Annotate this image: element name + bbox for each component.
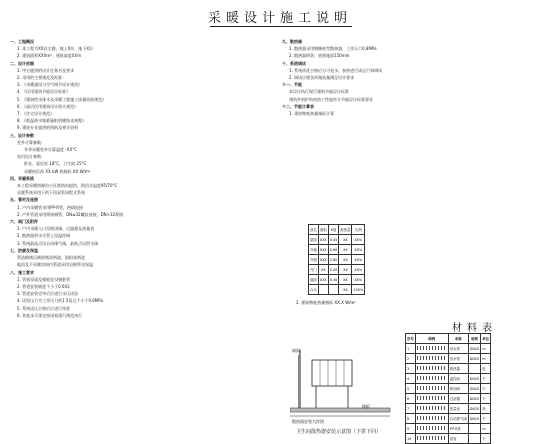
heat-loss-header: 比例 (352, 225, 365, 235)
material-cell: DN20 (468, 374, 480, 384)
material-cell: m (481, 424, 491, 434)
left-line: 6. 其他未尽事宜按国家现行规范执行 (17, 312, 83, 318)
heat-loss-header: 面积 (318, 225, 328, 235)
heat-loss-cell: XX% (352, 235, 365, 245)
heat-loss-cell: XX (318, 265, 328, 275)
legend-symbol (417, 356, 447, 360)
left-line: 室内设计参数： (17, 154, 45, 160)
heat-loss-cell: XX (339, 235, 352, 245)
heat-loss-cell: 2.80 (328, 255, 339, 265)
legend-symbol (417, 346, 447, 350)
heat-loss-cell: 0.45 (328, 235, 339, 245)
left-line: 3. 管道安装完毕后应进行水压试验 (17, 291, 79, 297)
left-line: 3. 《采暖通风与空气调节设计规范》 (17, 82, 83, 88)
material-cell: 组 (481, 364, 491, 374)
left-line: 采暖热负荷 XX kW 热指标 XX W/m² (24, 168, 91, 174)
heat-loss-cell: 0.30 (328, 275, 339, 285)
material-cell: 7 (406, 404, 416, 414)
material-header: 规格 (468, 334, 480, 344)
heat-loss-header: 耗热量 (339, 225, 352, 235)
material-row (406, 424, 491, 434)
material-row (406, 384, 491, 394)
left-line: 二、设计依据 (10, 60, 34, 66)
left-line: 五、管材及连接 (10, 197, 38, 203)
left-line: 5. 系统试压合格后应进行冲洗 (17, 305, 71, 311)
left-line: 六、阀门及附件 (10, 219, 38, 225)
material-cell (415, 434, 448, 444)
heat-loss-cell: XX% (352, 265, 365, 275)
heat-loss-cell: XX (339, 275, 352, 285)
left-line: 2. 户外管道采用焊接钢管，DN≤32螺纹连接，DN>32焊接 (17, 211, 124, 217)
left-line: 八、施工要求 (10, 269, 34, 275)
material-cell: 9 (406, 424, 416, 434)
material-cell (415, 364, 448, 374)
right-line: 1. 建筑物耗热量指标计算 (289, 111, 335, 117)
right-line: 1. 系统冲洗合格后方可充水、加热进行试运行和调试 (289, 67, 383, 73)
material-header: 序号 (406, 334, 416, 344)
heat-loss-row (309, 255, 365, 265)
left-line: 冬季采暖室外计算温度 -XX°C (24, 147, 77, 153)
left-line: 1. 本工程为XX住宅楼，地上X层，地下X层 (17, 46, 94, 52)
left-line: 四、采暖系统 (10, 175, 34, 181)
left-line: 1. 户内采暖入口设锁闭阀、过滤器及热量表 (17, 226, 95, 232)
material-cell: DN20 (468, 394, 480, 404)
heat-loss-cell: 地面 (309, 275, 319, 285)
material-cell: 温控阀 (448, 374, 468, 384)
material-cell (415, 404, 448, 414)
left-line: 七、防腐及保温 (10, 247, 38, 253)
left-line: 2. 散热器供水支管上设温控阀 (17, 233, 71, 239)
legend-symbol (417, 416, 447, 420)
heat-loss-cell: XX (339, 285, 352, 295)
material-row (406, 364, 491, 374)
material-cell (468, 424, 480, 434)
right-line: 十一、节能 (282, 82, 302, 88)
heat-loss-cell (318, 285, 328, 295)
legend-symbol (417, 406, 447, 410)
material-cell (415, 424, 448, 434)
material-row (406, 344, 491, 354)
material-table-title: 材料表 (452, 323, 497, 334)
left-line: 2. 建筑面积XXXm²，建筑高度XXm (17, 53, 82, 59)
material-cell: 10 (406, 434, 416, 444)
heat-loss-cell: 外墙 (309, 245, 319, 255)
material-cell: 自动排气阀 (448, 414, 468, 424)
radiator-detail-drawing (290, 350, 400, 430)
right-line: 建筑外围护结构热工性能符合节能设计标准要求 (289, 96, 373, 102)
heat-loss-cell: 100% (352, 285, 365, 295)
heat-loss-cell: 屋面 (309, 235, 319, 245)
heat-loss-header: 部位 (309, 225, 319, 235)
legend-symbol (417, 366, 447, 370)
heat-loss-cell: 2.00 (328, 265, 339, 275)
material-cell: 套管 (448, 434, 468, 444)
left-line: 卧室、起居室 18°C，卫生间 25°C (24, 161, 87, 167)
material-cell: PP-R管 (448, 424, 468, 434)
legend-symbol (417, 436, 447, 440)
material-cell: 4 (406, 374, 416, 384)
left-line: 2. 采用的主要规范及标准： (17, 75, 67, 81)
left-line: 8. 《低温热水地板辐射供暖技术规程》 (17, 118, 87, 124)
material-cell (415, 384, 448, 394)
heat-loss-header: K值 (328, 225, 339, 235)
left-line: 4. 试验压力为工作压力的1.5倍且不小于0.6MPa (17, 298, 103, 304)
notes-left-column (10, 38, 275, 319)
material-cell: 个 (481, 434, 491, 444)
label-floor: 楼板 (362, 404, 370, 409)
material-row (406, 414, 491, 424)
material-cell: 锁闭阀 (448, 384, 468, 394)
material-header: 图例 (415, 334, 448, 344)
right-line: 十二、节能计算表 (282, 103, 314, 109)
heat-loss-row (309, 245, 365, 255)
material-cell (415, 394, 448, 404)
heat-loss-row (309, 275, 365, 285)
heat-loss-cell: XX% (352, 255, 365, 265)
heat-loss-cell: XXX (318, 235, 328, 245)
material-cell: 1 (406, 344, 416, 354)
material-table (405, 333, 491, 444)
material-cell (415, 374, 448, 384)
right-line: 2. 调试应使各环路流量满足设计要求 (289, 75, 355, 81)
heat-loss-cell: XX (339, 245, 352, 255)
material-cell: m (481, 354, 491, 364)
notes-right-column (282, 38, 552, 117)
material-cell: DN20 (468, 404, 480, 414)
material-row (406, 374, 491, 384)
left-line: 三、设计参数 (10, 132, 34, 138)
material-cell: 8 (406, 414, 416, 424)
left-line: 2. 管道安装坡度不小于0.003 (17, 283, 70, 289)
left-line: 管道除锈后刷防锈漆两道，银粉漆两道 (17, 255, 85, 261)
right-line: 九、散热器 (282, 39, 302, 44)
material-cell: 2 (406, 354, 416, 364)
heat-loss-cell: XXX (318, 255, 328, 265)
material-cell: 3 (406, 364, 416, 374)
left-line: 6. 《高层民用建筑设计防火规范》 (17, 103, 79, 109)
heat-loss-row (309, 235, 365, 245)
material-row (406, 434, 491, 444)
left-line: 一、工程概况 (10, 39, 34, 44)
right-line: 十、系统调试 (282, 60, 306, 66)
material-cell (415, 354, 448, 364)
heat-loss-cell: 外窗 (309, 255, 319, 265)
material-cell: DN15 (468, 414, 480, 424)
heat-loss-cell: XX% (352, 275, 365, 285)
material-cell: m (481, 344, 491, 354)
material-cell: 6 (406, 394, 416, 404)
heat-loss-cell (328, 285, 339, 295)
left-line: 3. 系统最高点设自动排气阀，最低点设泄水阀 (17, 240, 99, 246)
material-cell: 个 (481, 374, 491, 384)
left-line: 本工程采暖热源由小区换热站提供，供回水温度95/70°C (17, 183, 118, 189)
heat-loss-row (309, 285, 365, 295)
material-cell: 回水管 (448, 354, 468, 364)
left-line: 采暖系统采用下供下回双管同程式系统 (17, 190, 85, 196)
legend-symbol (417, 386, 447, 390)
right-line: 1. 散热器采用钢制柱型散热器，工作压力0.8MPa (289, 46, 377, 52)
heat-loss-cell: 0.60 (328, 245, 339, 255)
left-line: 1. 甲方提供的设计任务书及要求 (17, 67, 75, 73)
material-cell: DN20 (468, 384, 480, 394)
material-cell: 供水管 (448, 344, 468, 354)
legend-symbol (417, 396, 447, 400)
table-note: 2. 建筑物耗热量指标 XX.X W/m² (296, 300, 356, 305)
heat-loss-cell: 外门 (309, 265, 319, 275)
document-title: 采暖设计施工说明 (207, 11, 352, 26)
heat-loss-cell: XX (339, 265, 352, 275)
left-line: 4. 《民用建筑节能设计标准》 (17, 89, 71, 95)
left-line: 地沟及不采暖房间内管道采用岩棉管壳保温 (17, 262, 93, 268)
material-cell: 散热器 (448, 364, 468, 374)
legend-symbol (417, 426, 447, 430)
title-underline (210, 26, 352, 27)
material-cell (468, 364, 480, 374)
material-cell: DN20 (468, 354, 480, 364)
left-line: 5. 《建筑给水排水及采暖工程施工质量验收规范》 (17, 96, 107, 102)
left-line: 室外计算参数： (17, 139, 45, 145)
heat-loss-cell: XX% (352, 245, 365, 255)
material-cell (415, 344, 448, 354)
material-header: 名称 (448, 334, 468, 344)
detail-caption: 卫生间散热器安装示意图（下供下回） (296, 429, 382, 435)
material-header: 单位 (481, 334, 491, 344)
material-cell: 热量表 (448, 404, 468, 414)
heat-loss-cell: XXX (318, 245, 328, 255)
heat-loss-table (308, 224, 365, 295)
material-cell: 块 (481, 404, 491, 414)
detail-sub-label: 散热器安装大样图 (292, 419, 324, 424)
right-line: 本设计执行现行建筑节能设计标准 (289, 89, 349, 95)
heat-loss-cell: XXX (318, 275, 328, 285)
label-wall: 墙面 (292, 348, 300, 353)
legend-symbol (417, 376, 447, 380)
material-row (406, 394, 491, 404)
left-line: 1. 户内采暖管采用PP-R管，热熔连接 (17, 204, 84, 210)
heat-loss-cell: 合计 (309, 285, 319, 295)
heat-loss-cell: XX (339, 255, 352, 265)
material-row (406, 404, 491, 414)
material-cell (468, 434, 480, 444)
material-cell: 个 (481, 394, 491, 404)
heat-loss-row (309, 265, 365, 275)
material-cell: 5 (406, 384, 416, 394)
right-line: 2. 散热器明装，底距地面150mm (289, 53, 350, 59)
material-row (406, 354, 491, 364)
material-cell: 个 (481, 414, 491, 424)
material-cell: 过滤器 (448, 394, 468, 404)
material-cell: 个 (481, 384, 491, 394)
left-line: 1. 管道穿墙及楼板处设钢套管 (17, 276, 71, 282)
left-line: 9. 建筑专业提供的图纸及相关资料 (17, 125, 79, 131)
material-cell: DN20 (468, 344, 480, 354)
left-line: 7. 《住宅设计规范》 (17, 111, 55, 117)
material-cell (415, 414, 448, 424)
